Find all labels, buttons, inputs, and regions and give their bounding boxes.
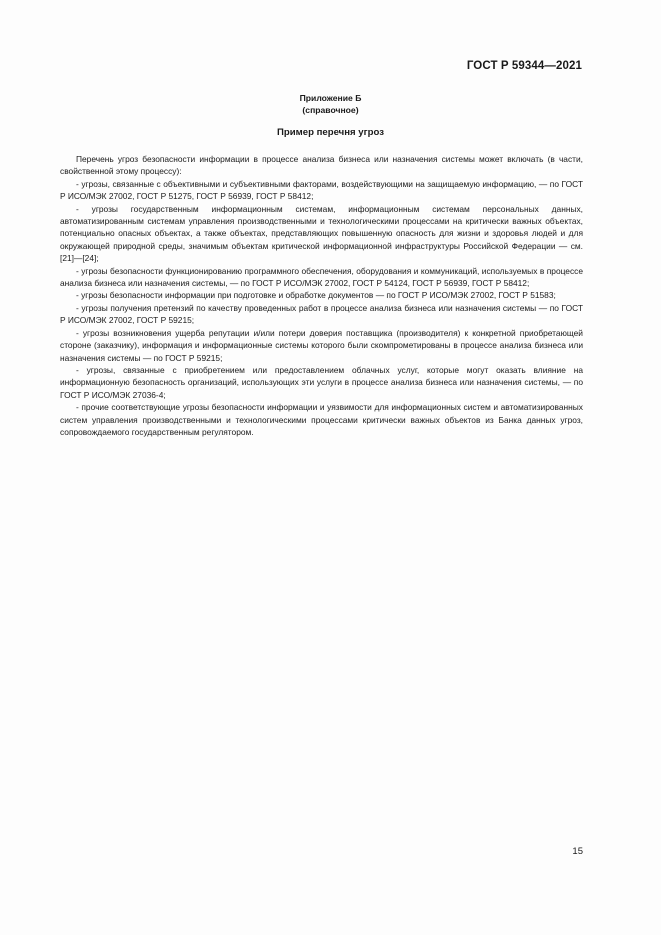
list-item: - угрозы безопасности информации при подготовке и обработке документов — по ГОСТ Р ИСО/МЭК 27002, ГОСТ Р 51583;: [76, 290, 556, 301]
list-item: - угрозы получения претензий по качеству проведенных работ в процессе анализа бизнеса или назначения системы — по ГОСТ Р ИСО/МЭК 27002, ГОСТ Р 59215;: [60, 302, 583, 326]
standard-number: ГОСТ Р 59344—2021: [466, 60, 582, 72]
body-text: [60, 153, 583, 438]
list-item: - угрозы государственным информационным системам, информационным системам персональных данных, автоматизированным системам управления производственными и технологическими процессами на критически важных объектах, потенциально опасных объектах, а также объектах, представляющих повышенную опасность для жизни и здоровья людей и для окружающей природной среды, значимым объектам критической информационной инфраструктуры Российской Федерации — см. [21]—[24];: [60, 203, 583, 264]
page-number: 15: [572, 846, 583, 857]
appendix-title: Приложение Б: [299, 93, 362, 103]
list-item: - угрозы безопасности функционированию программного обеспечения, оборудования и коммуникаций, используемых в процессе анализа бизнеса или назначения системы, — по ГОСТ Р ИСО/МЭК 27002, ГОСТ Р 54124, ГОСТ Р 56939, ГОСТ Р 58412;: [60, 265, 583, 289]
list-item: - угрозы возникновения ущерба репутации и/или потери доверия поставщика (производителя) к конкретной приобретающей стороне (заказчику), информация и информационные системы которого были скомпрометированы в процессе анализа бизнеса или назначения системы — по ГОСТ Р 59215;: [60, 327, 583, 363]
intro-paragraph: Перечень угроз безопасности информации в процессе анализа бизнеса или назначения системы может включать (в части, свойственной этому процессу):: [60, 154, 583, 177]
appendix-heading: [0, 92, 661, 116]
section-title: Пример перечня угроз: [276, 127, 385, 138]
appendix-subtitle: (справочное): [302, 105, 359, 115]
list-item: - прочие соответствующие угрозы безопасности информации и уязвимости для информационных систем и автоматизированных систем управления производственными и технологическими процессами критически важных объектов из Банка данных угроз, сопровождаемого государственным регулятором.: [60, 402, 583, 437]
list-item: - угрозы, связанные с приобретением или предоставлением облачных услуг, которые могут оказать влияние на информационную безопасность организаций, использующих эти услуги в процессе анализа бизнеса или назначения системы, — по ГОСТ Р ИСО/МЭК 27036-4;: [60, 364, 583, 400]
list-item: - угрозы, связанные с объективными и субъективными факторами, воздействующими на защищаемую информацию, — по ГОСТ Р ИСО/МЭК 27002, ГОСТ Р 51275, ГОСТ Р 56939, ГОСТ Р 58412;: [60, 178, 583, 202]
